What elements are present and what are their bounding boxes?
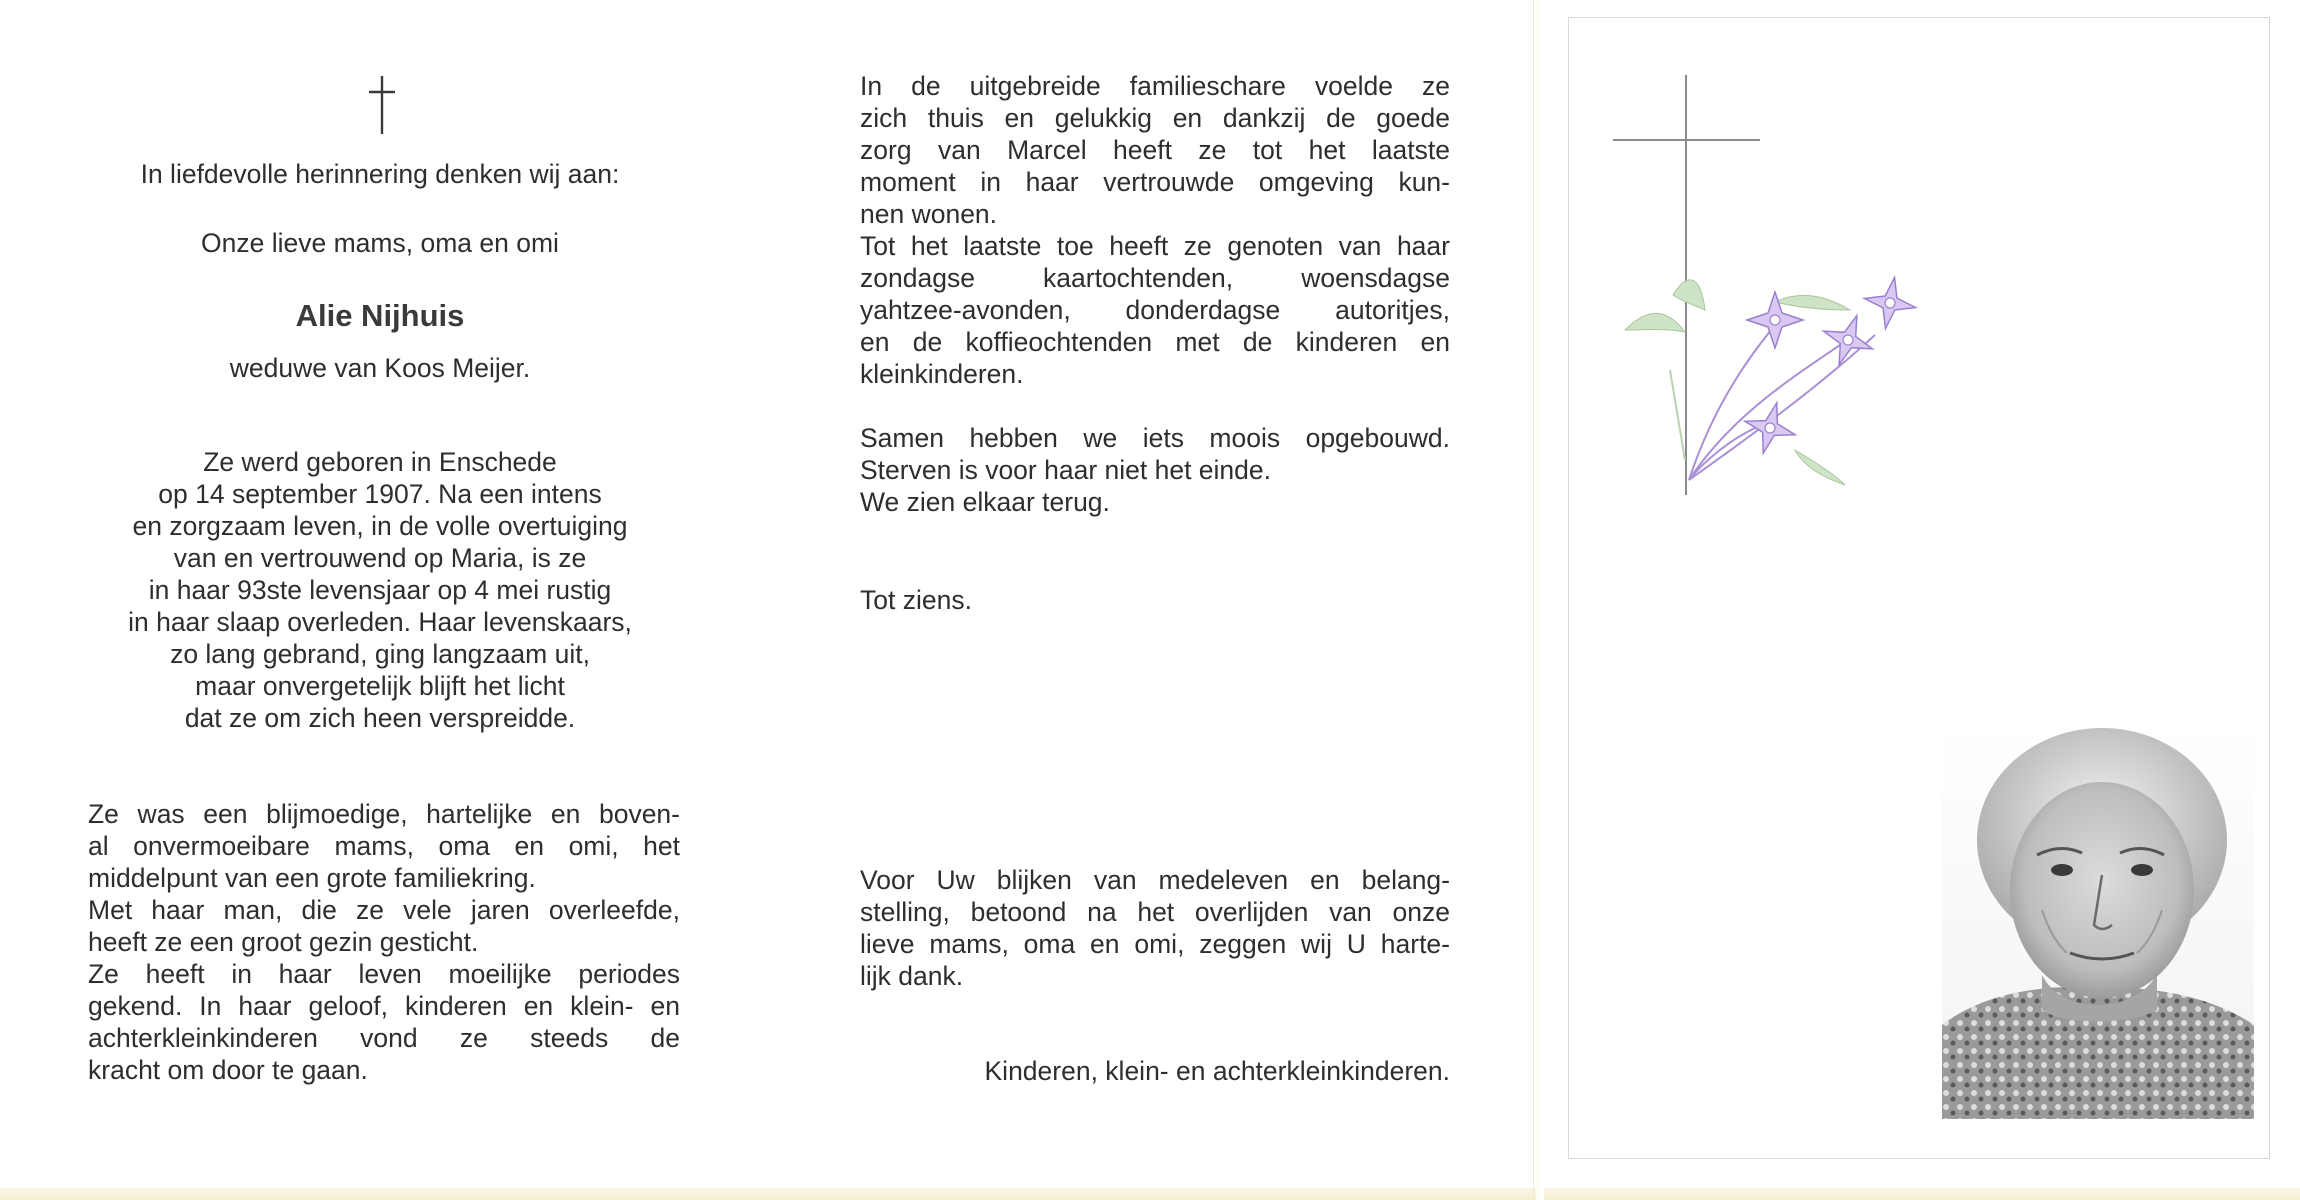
together-line: We zien elkaar terug. xyxy=(860,487,1110,517)
family-line: en de koffieochtenden met de kinderen en xyxy=(860,327,1450,357)
biography-line: van en vertrouwend op Maria, is ze xyxy=(173,543,587,573)
widow-line: weduwe van Koos Meijer. xyxy=(229,353,531,383)
leaf xyxy=(1673,280,1705,310)
character-line: Ze was een blijmoedige, hartelijke en boven- xyxy=(88,799,680,829)
subtitle-line: Onze lieve mams, oma en omi xyxy=(201,228,559,258)
thanks-line: lijk dank. xyxy=(860,961,964,991)
character-line: heeft ze een groot gezin gesticht. xyxy=(88,927,479,957)
floral-cross-illustration xyxy=(1605,70,1935,500)
leaf xyxy=(1795,450,1845,485)
biography-line: dat ze om zich heen verspreidde. xyxy=(184,703,576,733)
leaf xyxy=(1625,313,1685,332)
thanks-line: stelling, betoond na het overlijden van onze xyxy=(860,897,1450,927)
intro-line: In liefdevolle herinnering denken wij aan: xyxy=(140,159,620,189)
signature-line: Kinderen, klein- en achterkleinkinderen. xyxy=(984,1056,1450,1086)
character-line: kracht om door te gaan. xyxy=(88,1055,368,1085)
card-fold-line xyxy=(1533,0,1534,1200)
scan-edge xyxy=(0,1188,2300,1200)
flower-stem xyxy=(1689,338,1850,480)
biography-line: maar onvergetelijk blijft het licht xyxy=(195,671,565,701)
family-line: yahtzee-avonden, donderdagse autoritjes, xyxy=(860,295,1450,325)
biography-line: in haar slaap overleden. Haar levenskaars, xyxy=(128,607,632,637)
family-line: kleinkinderen. xyxy=(860,359,1024,389)
cross-icon xyxy=(365,74,399,136)
character-line: gekend. In haar geloof, kinderen en klein- en xyxy=(88,991,680,1021)
flower-icon xyxy=(1860,273,1920,333)
farewell-line: Tot ziens. xyxy=(860,585,972,615)
together-line: Samen hebben we iets moois opgebouwd. xyxy=(860,423,1450,453)
family-line: zorg van Marcel heeft ze tot het laatste xyxy=(860,135,1450,165)
flower-icon xyxy=(1738,396,1802,460)
family-line: zich thuis en gelukkig en dankzij de goede xyxy=(860,103,1450,133)
family-line: In de uitgebreide familieschare voelde ze xyxy=(860,71,1450,101)
flower-stem xyxy=(1689,335,1875,480)
character-line: middelpunt van een grote familiekring. xyxy=(88,863,536,893)
flower-icon xyxy=(1815,307,1882,374)
character-line: al onvermoeibare mams, oma en omi, het xyxy=(88,831,680,861)
thanks-line: lieve mams, oma en omi, zeggen wij U harte- xyxy=(860,929,1450,959)
biography-line: en zorgzaam leven, in de volle overtuiging xyxy=(132,511,628,541)
biography-line: Ze werd geboren in Enschede xyxy=(203,447,557,477)
family-line: nen wonen. xyxy=(860,199,998,229)
thanks-line: Voor Uw blijken van medeleven en belang- xyxy=(860,865,1450,895)
character-line: Ze heeft in haar leven moeilijke periodes xyxy=(88,959,680,989)
leaf xyxy=(1775,295,1850,310)
biography-line: in haar 93ste levensjaar op 4 mei rustig xyxy=(148,575,612,605)
deceased-name: Alie Nijhuis xyxy=(295,298,465,333)
flower-stem xyxy=(1689,325,1775,480)
biography-line: zo lang gebrand, ging langzaam uit, xyxy=(170,639,590,669)
leaf-stem xyxy=(1670,370,1685,460)
card-panel-edge xyxy=(1536,0,1544,1200)
character-line: achterkleinkinderen vond ze steeds de xyxy=(88,1023,680,1053)
portrait-photo xyxy=(1942,725,2254,1119)
family-line: Tot het laatste toe heeft ze genoten van haar xyxy=(860,231,1450,261)
family-line: zondagse kaartochtenden, woensdagse xyxy=(860,263,1450,293)
family-line: moment in haar vertrouwde omgeving kun- xyxy=(860,167,1450,197)
together-line: Sterven is voor haar niet het einde. xyxy=(860,455,1271,485)
biography-line: op 14 september 1907. Na een intens xyxy=(158,479,602,509)
character-line: Met haar man, die ze vele jaren overleefde, xyxy=(88,895,680,925)
